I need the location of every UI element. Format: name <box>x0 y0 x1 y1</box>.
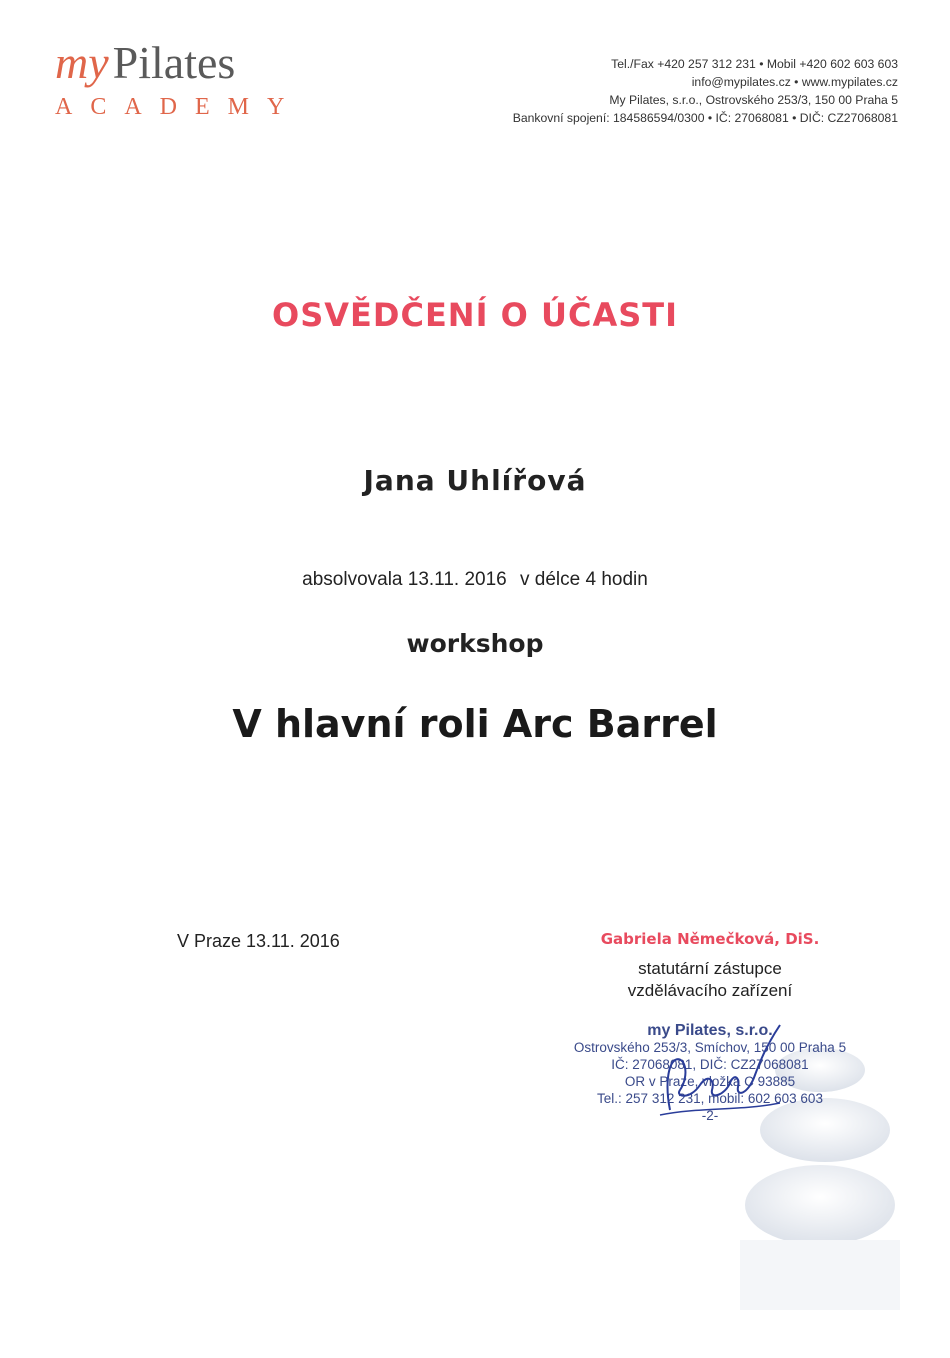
contact-address: My Pilates, s.r.o., Ostrovského 253/3, 150 00 Praha 5 <box>609 93 898 107</box>
stamp-phone: Tel.: 257 312 231, mobil: 602 603 603 <box>597 1091 823 1106</box>
logo-wordmark <box>55 38 295 88</box>
stamp-address: Ostrovského 253/3, Smíchov, 150 00 Praha 5 <box>573 1040 847 1055</box>
signer-block <box>570 930 850 1002</box>
completion-date: absolvovala 13.11. 2016 <box>302 569 507 590</box>
stamp-number: -2- <box>701 1108 719 1123</box>
stamp-ids: IČ: 27068081, DIČ: CZ27068081 <box>611 1057 809 1072</box>
signer-role <box>570 958 850 1002</box>
logo-brand: Pilates <box>112 37 236 88</box>
workshop-name: V hlavní roli Arc Barrel <box>232 702 718 746</box>
contact-block <box>513 55 898 127</box>
logo-my: my <box>55 37 109 88</box>
certificate-title: OSVĚDČENÍ O ÚČASTI <box>272 296 678 334</box>
logo-academy: ACADEMY <box>55 94 303 120</box>
signer-role-line1: statutární zástupce <box>638 959 782 978</box>
participant-name: Jana Uhlířová <box>363 464 587 497</box>
signer-role-line2: vzdělávacího zařízení <box>627 981 793 1000</box>
stamp-company: my Pilates, s.r.o. <box>647 1022 773 1039</box>
completion-duration: v délce 4 hodin <box>520 569 648 590</box>
contact-phone: Tel./Fax +420 257 312 231 • Mobil +420 602 603 603 <box>611 57 898 71</box>
mypilates-logo <box>55 37 303 121</box>
signer-name: Gabriela Němečková, DiS. <box>600 930 820 948</box>
workshop-label: workshop <box>406 629 544 658</box>
contact-web: info@mypilates.cz • www.mypilates.cz <box>691 75 898 89</box>
place-date: V Praze 13.11. 2016 <box>177 931 340 951</box>
contact-bank: Bankovní spojení: 184586594/0300 • IČ: 27068081 • DIČ: CZ27068081 <box>512 111 898 125</box>
handwritten-signature <box>630 1015 830 1135</box>
stamp-register: OR v Praze, vložka C 93885 <box>624 1074 796 1089</box>
completion-line <box>0 569 950 591</box>
